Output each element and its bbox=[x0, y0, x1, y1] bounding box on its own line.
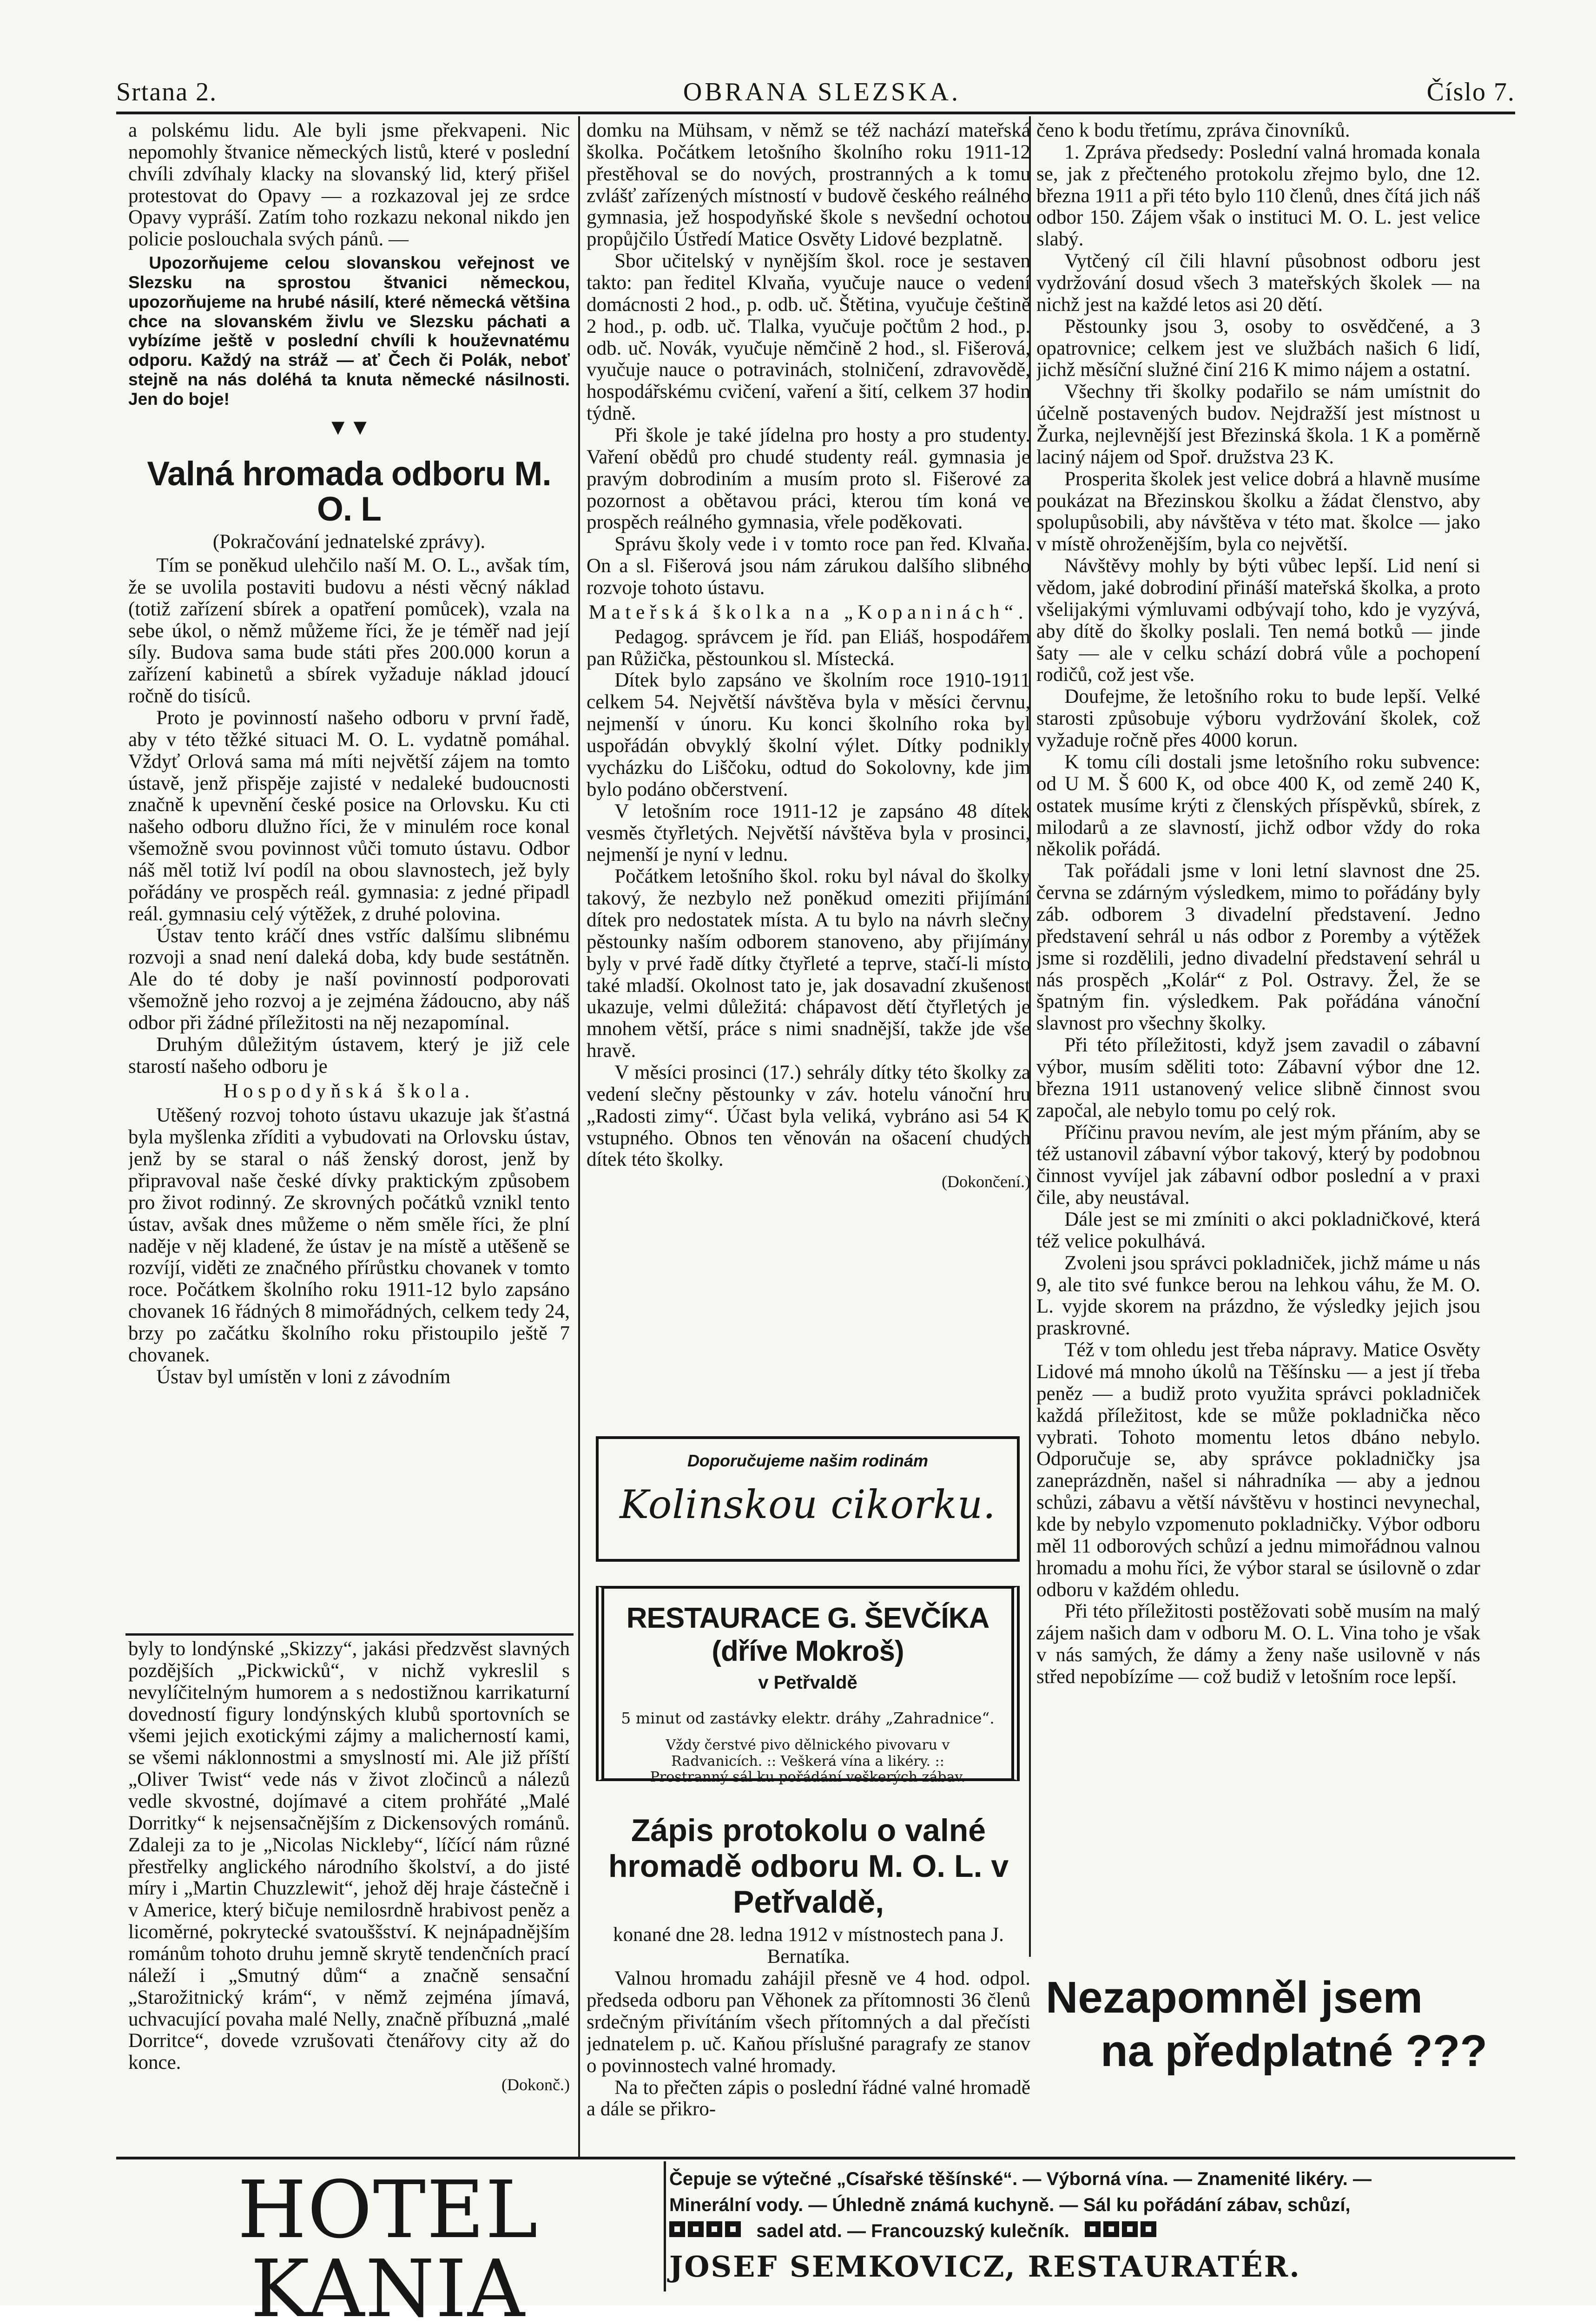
column-2 bbox=[587, 120, 1030, 1403]
restaurace-place: v Petřvaldě bbox=[758, 1672, 857, 1693]
article-subline: (Pokračování jednatelské zprávy). bbox=[212, 531, 486, 553]
paragraph: Doufejme, že letošního roku to bude lepší. Velké starosti způsobuje výboru vydržování školek, což vyžaduje ročně přes 4000 korun. bbox=[1036, 686, 1480, 752]
section-heading: Hospodyňská škola. bbox=[224, 1080, 475, 1102]
paragraph: Při této příležitosti, když jsem zavadil o zábavní výbor, musím sděliti toto: Zábavní výbor dne 12. března 1911 ustanovený velice slibně činnost svou započal, ale nebylo tomu po celý rok. bbox=[1036, 1034, 1480, 1122]
paragraph: Druhým důležitým ústavem, který je již cele starostí našeho odboru je bbox=[128, 1033, 570, 1077]
restaurace-title: RESTAURACE G. ŠEVČÍKA (dříve Mokroš) bbox=[626, 1602, 989, 1667]
zapis-subtitle: konané dne 28. ledna 1912 v místnostech pana J. Bernatíka. bbox=[613, 1924, 1004, 1968]
signoff: (Dokonč.) bbox=[501, 2075, 570, 2094]
paragraph: domku na Mühsam, v němž se též nachází mateřská školka. Počátkem letošního školního roku 1911-12 přestěhoval se do nových, prostranných a k tomu zvlášť zařízených místností v budově českého reálného gymnasia, jež hospodyňské škole s nevšední ochotou propůjčilo Ústředí Matice Osvěty Lidové bezplatně. bbox=[587, 120, 1030, 251]
paragraph: Vytčený cíl čili hlavní působnost odboru jest vydržování dosud všech 3 mateřských školek — na nichž jest na každé letos asi 20 dětí. bbox=[1036, 250, 1480, 316]
restaurace-detail: Vždy čerstvé pivo dělnického pivovaru v Radvanicích. :: Veškerá vína a likéry. :: Prostranný sál ku pořádání veškerých zábav. bbox=[650, 1737, 966, 1785]
paragraph: Na to přečten zápis o poslední řádné valné hromadě a dále se přikro- bbox=[587, 2076, 1030, 2120]
cikorka-ad-script: Kolinskou cikorku. bbox=[620, 1482, 996, 1527]
masthead bbox=[116, 65, 1515, 107]
zapis-article bbox=[587, 1813, 1030, 2166]
paragraph: Počátkem letošního škol. roku byl nával do školky takový, že nezbylo než poněkud omeziti přijímání dítek pro nedostatek místa. A tu bylo na návrh slečny pěstounky naším odborem stanoveno, aby přijímány byly v prvé řadě dítky čtyřleté a teprve, stačí-li místo také mladší. Okolnost tato je, jak dosavadní zkušenost ukazuje, velmi důležitá: chápavost dětí čtyřletých je mnohem větší, práce s nimi snadnější, takže jde vše hravě. bbox=[587, 865, 1030, 1062]
paragraph: Všechny tři školky podařilo se nám umístnit do účelně postavených budov. Nejdražší jest místnost u Žurka, nejlevnější jest Březinská škola. 1 K a poměrně laciný nájem od Spoř. družstva 23 K. bbox=[1036, 381, 1480, 468]
ad-divider bbox=[664, 2161, 666, 2291]
masthead-rule bbox=[116, 112, 1515, 114]
ornament-icon bbox=[669, 2221, 741, 2237]
bottom-ad-line-3: sadel atd. — Francouzský kulečník. bbox=[756, 2221, 1069, 2241]
hotel-name: HOTEL KANIA bbox=[237, 2164, 539, 2324]
paragraph: Ústav tento kráčí dnes vstříc dalšímu slibnému rozvoji a snad není daleká doba, kdy bude sestátněn. Ale do té doby je naší povinností podporovati všemožně jeho rozvoj a je zejména žádoucno, aby náš odbor při žádné příležitosti na něj nezapomínal. bbox=[128, 924, 570, 1034]
subscription-reminder bbox=[1046, 1971, 1492, 2147]
paragraph: Tím se poněkud ulehčilo naší M. O. L., avšak tím, že se uvolila postaviti budovu a nésti věcný náklad (totiž zařízení sbírek a opatření pomůcek), vzala na sebe úkol, o němž můžeme říci, že je téměř nad její síly. Budova sama bude státi přes 200.000 korun a zařízení kabinetů a sbírek vyžaduje náklad jdoucí ročně do tisíců. bbox=[128, 554, 570, 707]
cikorka-ad bbox=[596, 1436, 1020, 1562]
column-3 bbox=[1036, 120, 1480, 1943]
paragraph: Příčinu pravou nevím, ale jest mým přáním, aby se též ustanovil zábavní výbor takový, který by podobnou činnost vyvíjel jak zábavní odbor poslední a v praxi čile, aby neustával. bbox=[1036, 1121, 1480, 1209]
paragraph: V měsíci prosinci (17.) sehrály dítky této školky za vedení slečny pěstounky v záv. hotelu vánoční hru „Radosti zimy“. Účast byla veliká, vybráno asi 54 K vstupného. Obnos ten věnován na ošacení chudých dítek této školky. bbox=[587, 1061, 1030, 1171]
restaurace-ad bbox=[596, 1586, 1020, 1785]
paragraph: V letošním roce 1911-12 je zapsáno 48 dítek vesměs čtyřletých. Největší návštěva byla v prosinci, nejmenší je nyní v lednu. bbox=[587, 800, 1030, 866]
bold-warning-text: Upozorňujeme celou slovanskou veřejnost ve Slezsku na sprostou štvanici německou, upozorňujeme na hrubé násilí, které německá většina chce na slovanském živlu ve Slezsku páchati a vybízíme ještě v poslední chvíli k houževnatému odporu. Každý na stráž — ať Čech či Polák, neboť stejně na nás doléhá ta knuta německé násilnosti. Jen do boje! bbox=[128, 253, 570, 409]
paragraph: 1. Zpráva předsedy: Poslední valná hromada konala se, jak z přečteného protokolu zřejmo bylo, dne 12. března 1911 a při této bylo 110 členů, dnes čítá jich náš odbor 150. Zájem však o instituci M. O. L. jest velice slabý. bbox=[1036, 141, 1480, 251]
restaurace-distance: 5 minut od zastávky elektr. dráhy „Zahradnice“. bbox=[621, 1709, 995, 1727]
paragraph: Sbor učitelský v nynějším škol. roce je sestaven takto: pan ředitel Klvaňa, vyučuje nauce o vedení domácnosti 2 hod., p. odb. uč. Štětina, vyučuje češtině 2 hod., p. odb. uč. Tlalka, vyučuje počtům 2 hod., p. odb. uč. Novák, vyučuje němčině 2 hod., sl. Fišerová, vyučuje nauce o potravinách, stolničení, zdravovědě, hospodářskému cvičení, vaření a šití, celkem 37 hodin týdně. bbox=[587, 250, 1030, 425]
column-rule-1 bbox=[578, 116, 580, 2157]
newspaper-title: OBRANA SLEZSKA. bbox=[683, 78, 961, 106]
reminder-line-1: Nezapomněl jsem bbox=[1046, 1973, 1423, 2022]
paragraph: Návštěvy mohly by býti vůbec lepší. Lid není si vědom, jaké dobrodiní přináší mateřská školka, a proto všelijakými výmluvami odbývají toho, kdo je vyzývá, aby dítě do školky poslali. Ten nemá botků — jinde šaty — ale v celku schází dobrá vůle a pochopení rodičů, což jest vše. bbox=[1036, 555, 1480, 686]
intro-paragraph: a polskému lidu. Ale byli jsme překvapeni. Nic nepomohly štvanice německých listů, které v poslední chvíli zdvíhaly klacky na slovanský lid, který přišel protestovat do Opavy — a rozkazoval jej ze srdce Opavy vypráší. Zatím toho rozkazu nekonal nikdo jen policie poslouchala svých pánů. — bbox=[128, 120, 570, 251]
paragraph: Pěstounky jsou 3, osoby to osvědčené, a 3 opatrovnice; celkem jest ve službách našich 6 lidí, jichž měsíční služné činí 216 K mimo nájem a ostatní. bbox=[1036, 315, 1480, 381]
issue-number: Číslo 7. bbox=[1426, 78, 1515, 106]
bold-warning bbox=[128, 253, 570, 409]
column-1 bbox=[128, 120, 570, 1636]
restaurant-owner: JOSEF SEMKOVICZ, RESTAURATÉR. bbox=[669, 2250, 1301, 2284]
bottom-ad-line-3-row bbox=[669, 2218, 1497, 2244]
paragraph: Tak pořádali jsme v loni letní slavnost dne 25. června se zdárným výsledkem, mimo to pořádány byly záb. odborem 3 divadelní představení. Jedno představení sehrál u nás odbor z Poremby a výtěžek jsme si rozdělili, jedno divadelní představení sehrál u nás prospěch „Kolár“ z Pol. Ostravy. Žel, že se špatným fin. výsledkem. Pak pořádána vánoční slavnost pro všechny školky. bbox=[1036, 860, 1480, 1035]
hotel-ad bbox=[116, 2164, 660, 2324]
paragraph: Dále jest se mi zmíniti o akci pokladničkové, která též velice pokulhává. bbox=[1036, 1208, 1480, 1252]
ornament-icon bbox=[1085, 2221, 1156, 2237]
paragraph: čeno k bodu třetímu, zpráva činovníků. bbox=[1036, 120, 1350, 141]
paragraph: Proto je povinností našeho odboru v první řadě, aby v této těžké situaci M. O. L. vydatně pomáhal. Vždyť Orlová sama má míti největší zájem na tomto ústavě, jenž přispěje zajisté v nedaleké budoucnosti značně k upevnění české posice na Orlovsku. Ku cti našeho odboru dlužno říci, že v minulém roce konal všemožně svou povinnost vůči tomuto ústavu. Odbor náš měl totiž lví podíl na obou slavnostech, jež byly pořádány ve prospěch reál. gymnasia: z jedné připadl reál. gymnasiu celý výtěžek, z druhé polovina. bbox=[128, 707, 570, 925]
paragraph: Pedagog. správcem je říd. pan Eliáš, hospodářem pan Růžička, pěstounkou sl. Místecká. bbox=[587, 626, 1030, 670]
bottom-ad-line-2: Minerální vody. — Úhledně známá kuchyně. — Sál ku pořádání zábav, schůzí, bbox=[669, 2195, 1351, 2215]
paragraph: Zvoleni jsou správci pokladniček, jichž máme u nás 9, ale tito své funkce berou na lehkou váhu, že M. O. L. vyjde skorem na prázdno, že výsledky jejich jsou praskrovné. bbox=[1036, 1252, 1480, 1340]
paragraph: Utěšený rozvoj tohoto ústavu ukazuje jak šťastná byla myšlenka zříditi a vybudovati na Orlovsku ústav, jenž by se staral o náš ženský dorost, jenž by připravoval naše české dívky praktickým způsobem pro život rodinný. Ze skrovných počátků vznikl tento ústav, avšak dnes můžeme o něm směle říci, že plní naděje v něj kladené, že ústav je na místě a utěšeně se rozvíjí, viděti ze značného přírůstku chovanek v tomto roce. Počátkem školního roku 1911-12 bylo zapsáno chovanek 16 řádných 8 mimořádných, celkem tedy 24, brzy po začátku školního roku přistoupilo ještě 7 chovanek. bbox=[128, 1104, 570, 1366]
signoff: (Dokončení.) bbox=[942, 1172, 1030, 1191]
bottom-ad-line-1: Čepuje se výtečné „Císařské těšínské“. — Výborná vína. — Znamenité likéry. — bbox=[669, 2169, 1372, 2189]
cikorka-ad-top: Doporučujeme našim rodinám bbox=[687, 1451, 929, 1470]
column-1-feuilleton bbox=[128, 1638, 570, 2145]
zapis-title: Zápis protokolu o valné hromadě odboru M. O. L. v Petřvaldě, bbox=[608, 1813, 1009, 1920]
restaurant-bottom-ad bbox=[669, 2166, 1497, 2291]
paragraph: Správu školy vede i v tomto roce pan řed. Klvaňa. On a sl. Fišerová jsou nám zárukou dalšího slibného rozvoje tohoto ústavu. bbox=[587, 533, 1030, 599]
paragraph: Prosperita školek jest velice dobrá a hlavně musíme poukázat na Březinskou školku a žádat členstvo, aby spolupůsobili, aby návštěva v této mat. školce — jako v místě ohroženějším, byla co největší. bbox=[1036, 468, 1480, 555]
paragraph: K tomu cíli dostali jsme letošního roku subvence: od U M. Š 600 K, od obce 400 K, od země 240 K, ostatek musíme krýti z členských příspěvků, sbírek, z milodarů a ze slavností, jichž odbor vždy do roka několik pořádá. bbox=[1036, 751, 1480, 860]
reminder-line-2: na předplatné ??? bbox=[1100, 2026, 1487, 2076]
paragraph: Při škole je také jídelna pro hosty a pro studenty. Vaření obědů pro chudé studenty reál. gymnasia je pravým dobrodiním a musím proto sl. Fišerové za pozornost a obětavou práci, kterou tím koná ve prospěch reálného gymnasia, vřele poděkovati. bbox=[587, 424, 1030, 534]
article-headline: Valná hromada odboru M. O. L bbox=[147, 455, 551, 528]
section-heading: Mateřská školka na „Kopaninách“. bbox=[588, 601, 1029, 623]
page-number: Srtana 2. bbox=[116, 78, 218, 106]
paragraph: Též v tom ohledu jest třeba nápravy. Matice Osvěty Lidové má mnoho úkolů na Těšínsku — a jest jí třeba peněz — a budiž proto využita správci pokladniček každá příležitost, kde se může pokladnička něco vybrati. Tohoto momentu letos dbáno nebylo. Odporučuje se, aby správce pokladničky jsa zaneprázdněn, našel si náhradníka — aby a jednou schůzi, zábavu a větší návštěvu v hostinci nevynechal, kde by nebylo vzpomenuto pokladničky. Výbor odboru měl 11 odborových schůzí a jednu mimořádnou valnou hromadu a mohu říci, že výbor staral se úsilovně o zdar odboru v každém ohledu. bbox=[1036, 1339, 1480, 1601]
paragraph: Ústav byl umístěn v loni z závodním bbox=[156, 1366, 451, 1388]
paragraph: byly to londýnské „Skizzy“, jakási předzvěst slavných pozdějších „Pickwicků“, v nichž vykreslil s nevylíčitelným humorem a s nedostižnou karrikaturní dovedností figury londýnských klubů sportovních se všemi jejich exotickými zájmy a malicherností kami, se všemi náklonnostmi a smyslností mi. Ale již příští „Oliver Twist“ vede nás v život zločinců a nálezů vedle skvostné, dojímavé a citem prohřáté „Malé Dorritky“ k nejsensačnějším z Dickensových románů. Zdaleji za to je „Nicolas Nickleby“, líčící nám různé přestřelky anglického národního školství, a do jisté míry i „Martin Chuzzlewit“, jehož děj hraje částečně i v Americe, který bičuje nemilosrdně hrabivost peněz a licoměrné, pokrytecké svatouššství. K nejnápadnějším románům tohoto druhu jemně skrytě tendenčních prací náleží i „Smutný dům“ a značně sensační „Starožitnický krám“, v němž zejména jímavá, uchvacující povaha malé Nelly, značně příbuzná „malé Dorritce“, dovede vzrušovati čtenářovy city až do konce. bbox=[128, 1638, 570, 2074]
ornament: ▼▼ bbox=[327, 415, 371, 440]
paragraph: Dítek bylo zapsáno ve školním roce 1910-1911 celkem 54. Největší návštěva byla v měsíci červnu, nejmenší v únoru. Ku konci školního roka byl uspořádán obvyklý školní výlet. Dítky podnikly vycházku do Liščoku, odtud do Sokolovny, kde jim bylo podáno občerstvení. bbox=[587, 669, 1030, 800]
paragraph: Valnou hromadu zahájil přesně ve 4 hod. odpol. předseda odboru pan Věhonek za přítomnosti 36 členů srdečným přivítáním všech přítomných a dal přečísti jednatelem p. uč. Kaňou příslušné paragrafy ze stanov o povinnostech valné hromady. bbox=[587, 1967, 1030, 2077]
paragraph: Při této příležitosti postěžovati sobě musím na malý zájem našich dam v odboru M. O. L. Vina toho je však v nás samých, že dámy a ženy naše usilovně v nás střed nepobízíme — což budiž v letošním roce lepší. bbox=[1036, 1600, 1480, 1688]
